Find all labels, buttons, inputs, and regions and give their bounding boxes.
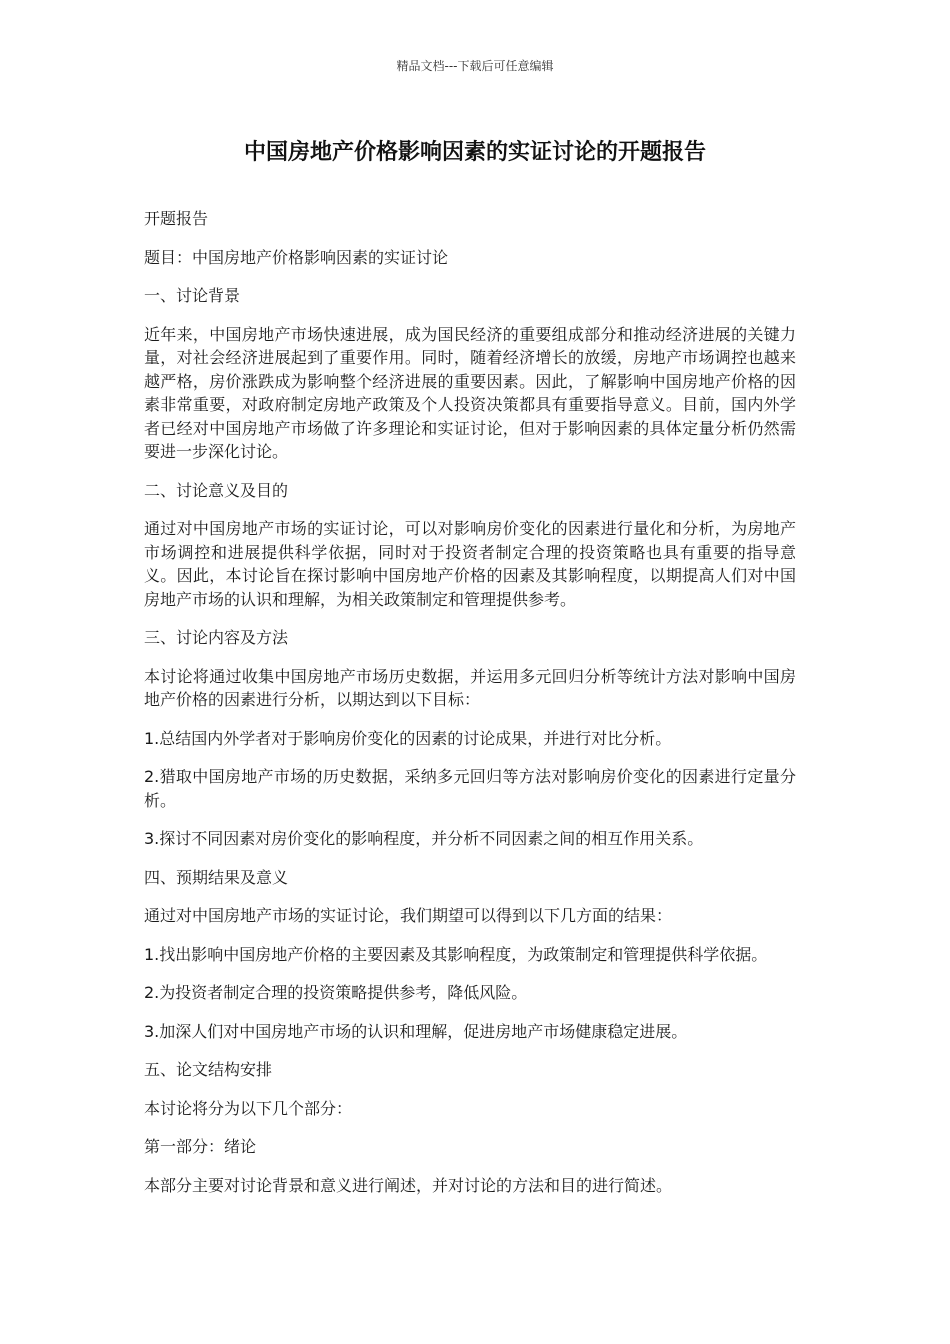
paragraph-part-one: 第一部分：绪论 [144,1137,257,1156]
paragraph-structure-intro: 本讨论将分为以下几个部分： [144,1098,353,1118]
list-item-result-2: 2.为投资者制定合理的投资策略提供参考，降低风险。 [144,983,528,1002]
section-heading-background: 一、讨论背景 [144,286,241,305]
list-item-goal-3: 3.探讨不同因素对房价变化的影响程度，并分析不同因素之间的相互作用关系。 [144,829,704,848]
section-heading-expected-results: 四、预期结果及意义 [144,867,289,887]
paragraph-part-one-desc: 本部分主要对讨论背景和意义进行阐述，并对讨论的方法和目的进行简述。 [144,1175,673,1195]
paragraph-content-method: 本讨论将通过收集中国房地产市场历史数据，并运用多元回归分析等统计方法对影响中国房地产价格的因素进行分析，以期达到以下目标： [144,666,796,709]
paragraph-report-label: 开题报告 [144,209,209,228]
paragraph-background: 近年来，中国房地产市场快速进展，成为国民经济的重要组成部分和推动经济进展的关键力量，对社会经济进展起到了重要作用。同时，随着经济增长的放缓，房地产市场调控也越来越严格，房价涨跌成为影响整个经济进展的重要因素。因此，了解影响中国房地产价格的因素非常重要，对政府制定房地产政策及个人投资决策都具有重要指导意义。目前，国内外学者已经对中国房地产市场做了许多理论和实证讨论，但对于影响因素的具体定量分析仍然需要进一步深化讨论。 [144,324,796,461]
section-heading-content-method: 三、讨论内容及方法 [144,628,289,647]
paragraph-significance: 通过对中国房地产市场的实证讨论，可以对影响房价变化的因素进行量化和分析，为房地产市场调控和进展提供科学依据，同时对于投资者制定合理的投资策略也具有重要的指导意义。因此，本讨论旨在探讨影响中国房地产价格的因素及其影响程度，以期提高人们对中国房地产市场的认识和理解，为相关政策制定和管理提供参考。 [144,519,796,609]
document-body [144,207,796,1212]
list-item-goal-2: 2.猎取中国房地产市场的历史数据，采纳多元回归等方法对影响房价变化的因素进行定量分析。 [144,767,796,810]
paragraph-expected-results: 通过对中国房地产市场的实证讨论，我们期望可以得到以下几方面的结果： [144,906,673,925]
section-heading-significance: 二、讨论意义及目的 [144,480,289,500]
document-title: 中国房地产价格影响因素的实证讨论的开题报告 [243,140,706,165]
paragraph-topic: 题目：中国房地产价格影响因素的实证讨论 [144,247,449,267]
section-heading-structure: 五、论文结构安排 [144,1060,273,1079]
list-item-result-1: 1.找出影响中国房地产价格的主要因素及其影响程度，为政策制定和管理提供科学依据。 [144,944,768,964]
list-item-goal-1: 1.总结国内外学者对于影响房价变化的因素的讨论成果，并进行对比分析。 [144,728,672,748]
list-item-result-3: 3.加深人们对中国房地产市场的认识和理解，促进房地产市场健康稳定进展。 [144,1021,688,1041]
header-note: 精品文档---下载后可任意编辑 [396,59,554,73]
